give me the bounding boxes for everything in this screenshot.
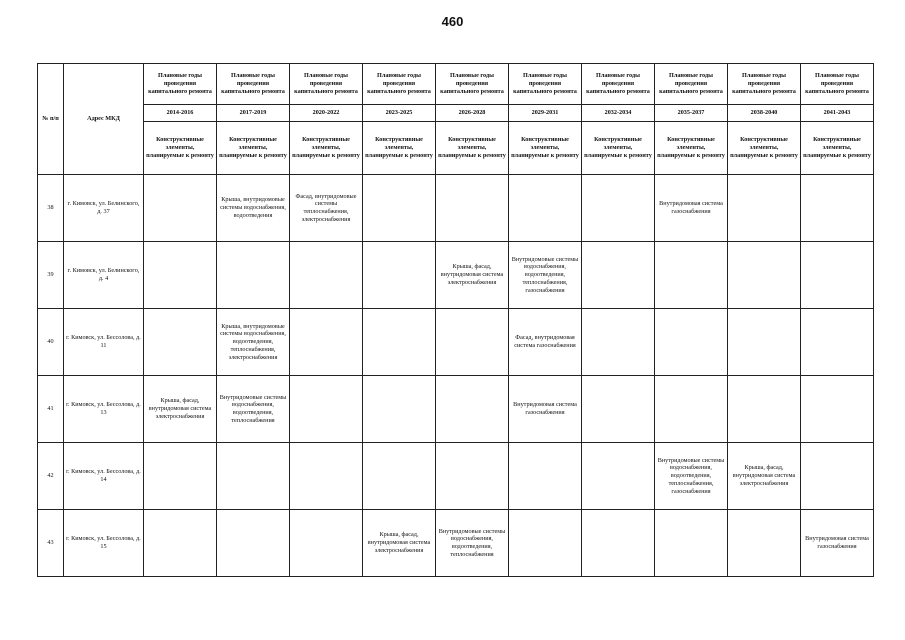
header-elements: Конструктивные элементы, планируемые к ремонту [655, 122, 728, 175]
repair-cell: Внутридомовая система газоснабжения [655, 175, 728, 242]
page-number: 460 [441, 14, 464, 29]
capital-repair-table [37, 63, 874, 577]
header-elements: Конструктивные элементы, планируемые к ремонту [290, 122, 363, 175]
repair-cell [363, 175, 436, 242]
header-elements: Конструктивные элементы, планируемые к ремонту [582, 122, 655, 175]
table-row [38, 443, 874, 510]
row-address: г. Кимовск, ул. Бессолова, д. 14 [64, 443, 144, 510]
repair-cell [582, 242, 655, 309]
repair-cell [801, 443, 874, 510]
repair-cell [801, 309, 874, 376]
repair-cell: Внутридомовые системы водоснабжения, водоотведения, теплоснабжения [436, 510, 509, 577]
repair-cell [144, 510, 217, 577]
header-year-range: 2014-2016 [144, 105, 217, 122]
repair-cell [728, 175, 801, 242]
row-number: 43 [38, 510, 64, 577]
repair-cell: Крыша, фасад, внутридомовая система электроснабжения [363, 510, 436, 577]
repair-cell [582, 376, 655, 443]
repair-cell [290, 443, 363, 510]
row-number: 39 [38, 242, 64, 309]
repair-cell [144, 242, 217, 309]
repair-cell [436, 309, 509, 376]
header-period-label: Плановые годы проведения капитального ремонта [728, 64, 801, 105]
header-elements: Конструктивные элементы, планируемые к ремонту [801, 122, 874, 175]
repair-cell [290, 510, 363, 577]
header-elements: Конструктивные элементы, планируемые к ремонту [144, 122, 217, 175]
repair-cell [509, 175, 582, 242]
repair-cell [582, 309, 655, 376]
header-period-label: Плановые годы проведения капитального ремонта [509, 64, 582, 105]
row-number: 42 [38, 443, 64, 510]
repair-cell [144, 175, 217, 242]
repair-cell [509, 443, 582, 510]
repair-cell: Крыша, внутридомовые системы водоснабжения, водоотведения, теплоснабжения, электроснабжения [217, 309, 290, 376]
row-number: 40 [38, 309, 64, 376]
header-period-label: Плановые годы проведения капитального ремонта [655, 64, 728, 105]
header-elements: Конструктивные элементы, планируемые к ремонту [217, 122, 290, 175]
repair-cell [582, 443, 655, 510]
row-address: г. Кимовск, ул. Бессолова, д. 15 [64, 510, 144, 577]
repair-cell [436, 175, 509, 242]
header-period-label: Плановые годы проведения капитального ремонта [217, 64, 290, 105]
row-address: г. Кимовск, ул. Бессолова, д. 13 [64, 376, 144, 443]
header-period-label: Плановые годы проведения капитального ремонта [290, 64, 363, 105]
repair-cell: Крыша, фасад, внутридомовая система электроснабжения [144, 376, 217, 443]
repair-cell [217, 242, 290, 309]
header-elements: Конструктивные элементы, планируемые к ремонту [728, 122, 801, 175]
row-number: 38 [38, 175, 64, 242]
table-row [38, 175, 874, 242]
repair-cell [509, 510, 582, 577]
repair-cell [728, 242, 801, 309]
header-year-range: 2035-2037 [655, 105, 728, 122]
header-year-range: 2023-2025 [363, 105, 436, 122]
repair-cell [582, 175, 655, 242]
repair-cell [436, 376, 509, 443]
header-period-label: Плановые годы проведения капитального ремонта [801, 64, 874, 105]
repair-cell [728, 510, 801, 577]
repair-cell: Внутридомовые системы водоснабжения, водоотведения, теплоснабжения, газоснабжения [655, 443, 728, 510]
repair-cell [801, 376, 874, 443]
repair-cell [363, 309, 436, 376]
repair-cell [655, 376, 728, 443]
repair-cell: Внутридомовая система газоснабжения [801, 510, 874, 577]
header-year-range: 2041-2043 [801, 105, 874, 122]
table-row [38, 309, 874, 376]
repair-cell [363, 242, 436, 309]
header-year-range: 2032-2034 [582, 105, 655, 122]
header-year-range: 2017-2019 [217, 105, 290, 122]
table-row [38, 242, 874, 309]
repair-cell [290, 309, 363, 376]
repair-cell [801, 175, 874, 242]
row-address: г. Кимовск, ул. Бессолова, д. 11 [64, 309, 144, 376]
repair-cell: Фасад, внутридомовая система газоснабжения [509, 309, 582, 376]
repair-cell [290, 242, 363, 309]
header-period-label: Плановые годы проведения капитального ремонта [582, 64, 655, 105]
repair-cell: Фасад, внутридомовые системы теплоснабжения, электроснабжения [290, 175, 363, 242]
repair-cell: Крыша, фасад, внутридомовая система электроснабжения [436, 242, 509, 309]
repair-cell [144, 309, 217, 376]
repair-cell [655, 510, 728, 577]
row-address: г. Кимовск, ул. Белинского, д. 37 [64, 175, 144, 242]
repair-cell [363, 443, 436, 510]
header-elements: Конструктивные элементы, планируемые к ремонту [509, 122, 582, 175]
repair-cell [144, 443, 217, 510]
header-year-range: 2026-2028 [436, 105, 509, 122]
repair-cell: Внутридомовые системы водоснабжения, водоотведения, теплоснабжения, газоснабжения [509, 242, 582, 309]
row-address: г. Кимовск, ул. Белинского, д. 4 [64, 242, 144, 309]
repair-cell: Внутридомовая система газоснабжения [509, 376, 582, 443]
repair-cell [728, 309, 801, 376]
repair-cell: Внутридомовые системы водоснабжения, водоотведения, теплоснабжения [217, 376, 290, 443]
repair-cell [290, 376, 363, 443]
header-year-range: 2020-2022 [290, 105, 363, 122]
repair-cell [655, 242, 728, 309]
repair-cell: Крыша, внутридомовые системы водоснабжения, водоотведения [217, 175, 290, 242]
repair-cell [436, 443, 509, 510]
header-address: Адрес МКД [64, 64, 144, 175]
header-period-label: Плановые годы проведения капитального ремонта [363, 64, 436, 105]
repair-cell [217, 443, 290, 510]
repair-cell [728, 376, 801, 443]
header-elements: Конструктивные элементы, планируемые к ремонту [436, 122, 509, 175]
header-year-range: 2038-2040 [728, 105, 801, 122]
repair-cell [801, 242, 874, 309]
header-year-range: 2029-2031 [509, 105, 582, 122]
table-row [38, 376, 874, 443]
repair-cell [582, 510, 655, 577]
header-num: № п/п [38, 64, 64, 175]
header-period-label: Плановые годы проведения капитального ремонта [436, 64, 509, 105]
header-period-label: Плановые годы проведения капитального ремонта [144, 64, 217, 105]
repair-cell [363, 376, 436, 443]
repair-cell [655, 309, 728, 376]
repair-cell [217, 510, 290, 577]
repair-cell: Крыша, фасад, внутридомовая система электроснабжения [728, 443, 801, 510]
row-number: 41 [38, 376, 64, 443]
header-elements: Конструктивные элементы, планируемые к ремонту [363, 122, 436, 175]
table-row [38, 510, 874, 577]
